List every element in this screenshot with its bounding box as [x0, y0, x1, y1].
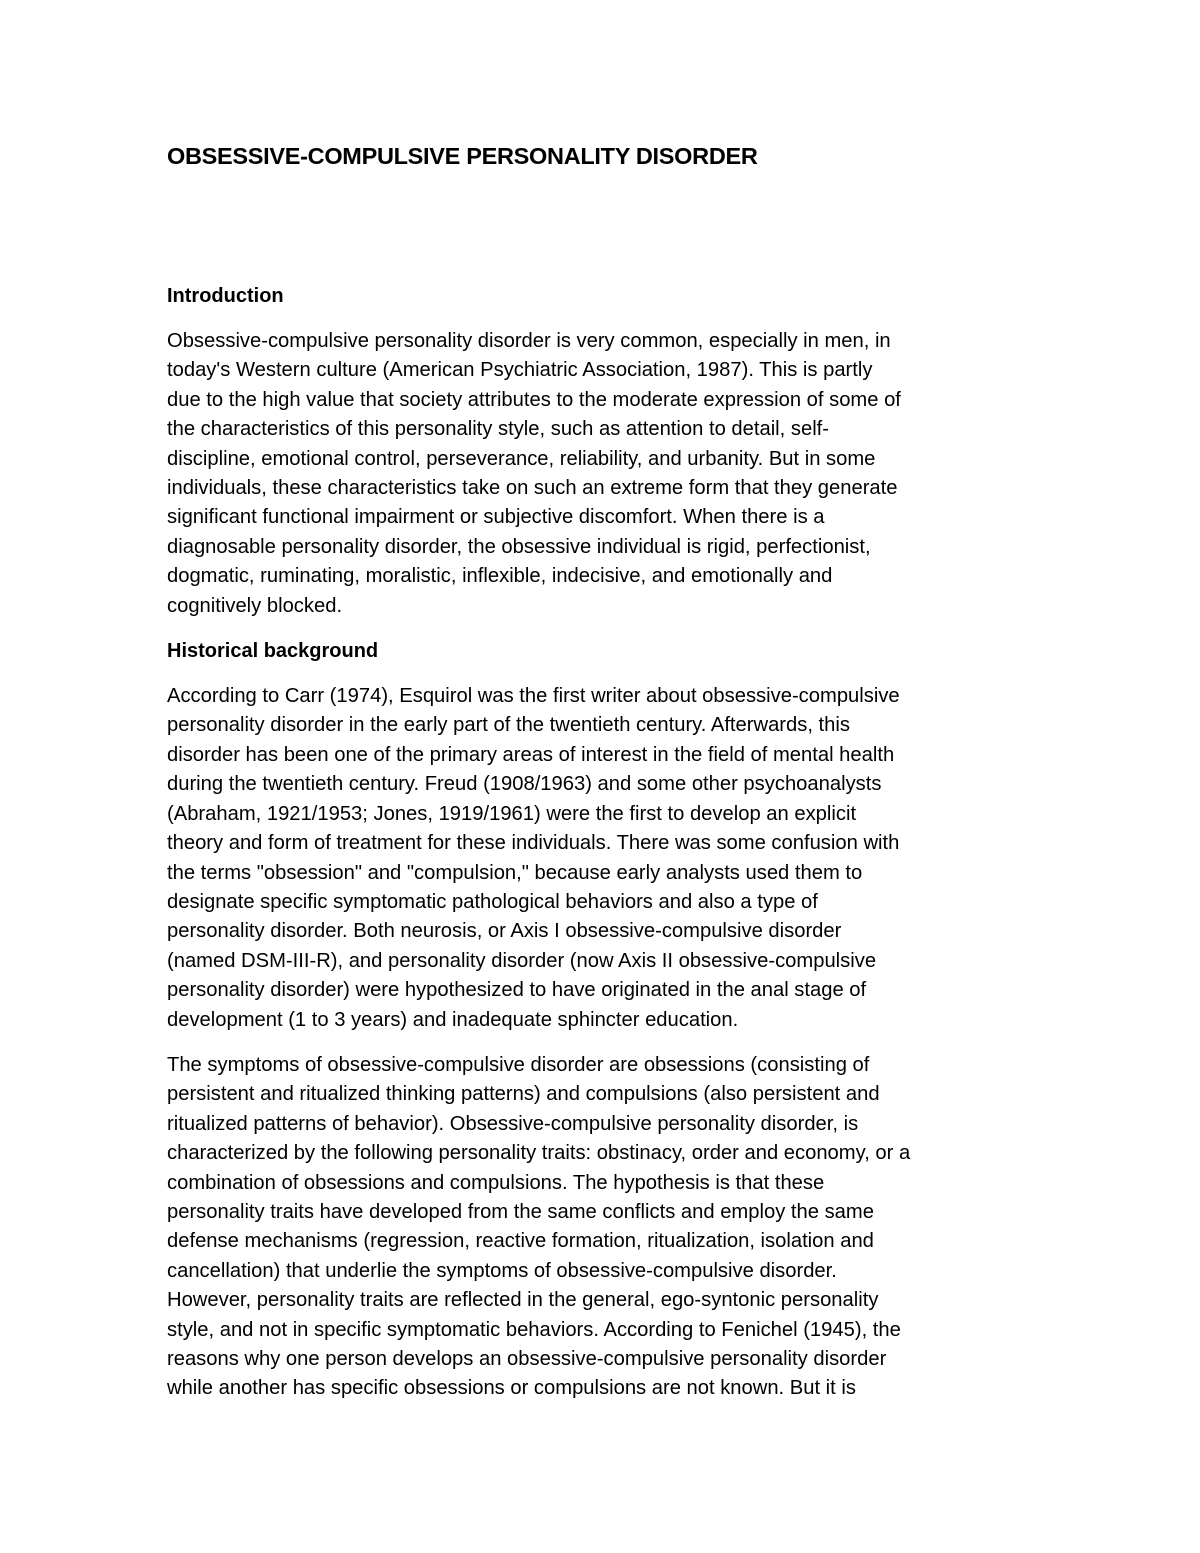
text-line: significant functional impairment or subjective discomfort. When there is a — [167, 506, 825, 529]
text-line: combination of obsessions and compulsions. The hypothesis is that these — [167, 1171, 825, 1194]
document-body — [167, 140, 1047, 1404]
historical-paragraph-2 — [167, 1051, 1047, 1404]
text-line: discipline, emotional control, perseverance, reliability, and urbanity. But in some — [167, 447, 876, 470]
text-line: (Abraham, 1921/1953; Jones, 1919/1961) were the first to develop an explicit — [167, 802, 857, 825]
section-heading-historical-background: Historical background — [167, 640, 379, 663]
introduction-paragraph — [167, 327, 1047, 621]
text-line: reasons why one person develops an obsessive-compulsive personality disorder — [167, 1348, 887, 1370]
text-line: during the twentieth century. Freud (1908/1963) and some other psychoanalysts — [167, 773, 882, 796]
text-line: dogmatic, ruminating, moralistic, inflexible, indecisive, and emotionally and — [167, 565, 833, 588]
text-line: According to Carr (1974), Esquirol was the first writer about obsessive-compulsive — [167, 685, 900, 708]
text-line: characterized by the following personality traits: obstinacy, order and economy, or a — [167, 1142, 911, 1165]
text-line: cognitively blocked. — [167, 594, 343, 617]
text-line: due to the high value that society attributes to the moderate expression of some of — [167, 388, 901, 411]
text-line: the terms "obsession" and "compulsion," because early analysts used them to — [167, 861, 863, 884]
text-line: individuals, these characteristics take on such an extreme form that they generate — [167, 477, 898, 500]
text-line: ritualized patterns of behavior). Obsessive-compulsive personality disorder, is — [167, 1112, 859, 1135]
text-line: However, personality traits are reflected in the general, ego-syntonic personality — [167, 1289, 879, 1312]
text-line: personality disorder) were hypothesized to have originated in the anal stage of — [167, 979, 867, 1002]
text-line: (named DSM-III-R), and personality disorder (now Axis II obsessive-compulsive — [167, 949, 877, 972]
text-line: disorder has been one of the primary areas of interest in the field of mental health — [167, 743, 895, 766]
text-line: persistent and ritualized thinking patterns) and compulsions (also persistent and — [167, 1083, 880, 1106]
text-line: diagnosable personality disorder, the obsessive individual is rigid, perfectionist, — [167, 535, 871, 558]
text-line: cancellation) that underlie the symptoms of obsessive-compulsive disorder. — [167, 1259, 837, 1282]
historical-paragraph-1 — [167, 682, 1047, 1035]
text-line: while another has specific obsessions or compulsions are not known. But it is — [167, 1377, 856, 1400]
text-line: style, and not in specific symptomatic behaviors. According to Fenichel (1945), the — [167, 1318, 901, 1341]
text-line: designate specific symptomatic pathological behaviors and also a type of — [167, 890, 818, 913]
text-line: today's Western culture (American Psychiatric Association, 1987). This is partly — [167, 359, 873, 382]
text-line: theory and form of treatment for these individuals. There was some confusion with — [167, 832, 900, 855]
text-line: The symptoms of obsessive-compulsive disorder are obsessions (consisting of — [167, 1053, 870, 1076]
document-title: OBSESSIVE-COMPULSIVE PERSONALITY DISORDER — [167, 143, 758, 169]
text-line: development (1 to 3 years) and inadequate sphincter education. — [167, 1008, 739, 1031]
text-line: personality disorder in the early part of the twentieth century. Afterwards, this — [167, 714, 850, 737]
text-line: personality traits have developed from the same conflicts and employ the same — [167, 1200, 874, 1223]
text-line: defense mechanisms (regression, reactive formation, ritualization, isolation and — [167, 1230, 874, 1253]
text-line: the characteristics of this personality style, such as attention to detail, self- — [167, 418, 830, 441]
text-line: personality disorder. Both neurosis, or Axis I obsessive-compulsive disorder — [167, 920, 842, 943]
section-heading-introduction: Introduction — [167, 285, 284, 307]
text-line: Obsessive-compulsive personality disorder is very common, especially in men, in — [167, 330, 891, 352]
